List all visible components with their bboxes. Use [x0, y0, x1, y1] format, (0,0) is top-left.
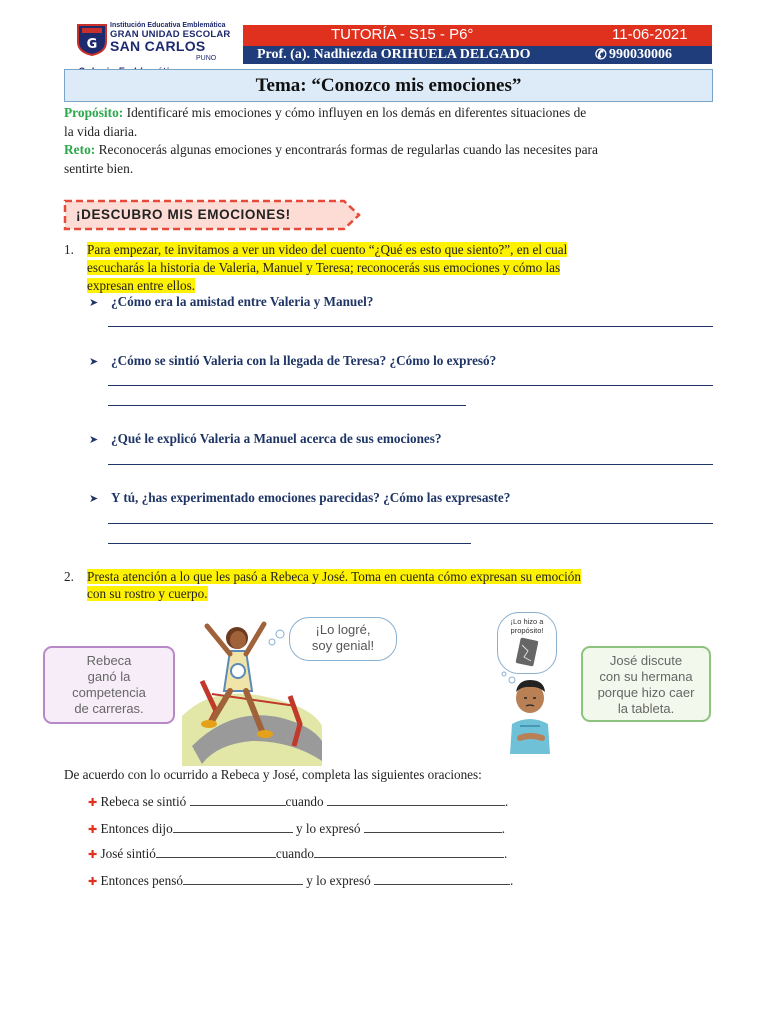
answer-line[interactable]: [108, 405, 466, 406]
item1-paragraph: [87, 241, 713, 295]
section-banner: [62, 198, 362, 232]
sentence-text: Entonces pensó: [100, 873, 183, 888]
blank-field[interactable]: [173, 820, 293, 833]
answer-line[interactable]: [108, 464, 713, 465]
blank-field[interactable]: [156, 845, 276, 858]
broken-tablet-icon: [514, 637, 542, 667]
item1-number: 1.: [64, 242, 74, 257]
sentence-end: .: [504, 794, 509, 809]
item2-number: 2.: [64, 569, 74, 584]
sentence-end: .: [503, 846, 508, 861]
logo-line-1: Institución Educativa Emblemática: [110, 22, 226, 29]
item1-line-1: Para empezar, te invitamos a ver un video del cuento “¿Qué es esto que siento?”, en el cual: [87, 242, 568, 257]
blank-field[interactable]: [364, 820, 502, 833]
answer-line[interactable]: [108, 326, 713, 327]
logo-line-3: SAN CARLOS: [110, 38, 206, 54]
sentence-text: y lo expresó: [302, 873, 371, 888]
challenge-text-2: sentirte bien.: [64, 160, 134, 176]
sentence-text: Entonces dijo: [100, 821, 173, 836]
item1-line-2: escucharás la historia de Valeria, Manuel y Teresa; reconocerás sus emociones y cómo las: [87, 260, 561, 275]
colored-bullet-icon: ✚: [88, 797, 98, 809]
sentence-row: [88, 793, 508, 810]
item2-line-1: Presta atención a lo que les pasó a Rebeca y José. Toma en cuenta cómo expresan su emoción: [87, 569, 581, 584]
question-1: ¿Cómo era la amistad entre Valeria y Manuel?: [111, 294, 374, 309]
colored-bullet-icon: ✚: [88, 824, 98, 836]
sentence-text: cuando: [285, 794, 324, 809]
school-crest-icon: [74, 22, 110, 56]
arrow-bullet-icon: ➤: [89, 297, 99, 309]
purpose-label: Propósito:: [64, 105, 124, 120]
colored-bullet-icon: ✚: [88, 876, 98, 888]
answer-line[interactable]: [108, 543, 471, 544]
instruction-text: De acuerdo con lo ocurrido a Rebeca y José, completa las siguientes oraciones:: [64, 767, 482, 782]
school-logo: [74, 22, 242, 64]
purpose-text-1: Identificaré mis emociones y cómo influyen en los demás en diferentes situaciones de: [123, 105, 587, 120]
arrow-bullet-icon: ➤: [89, 356, 99, 368]
challenge-label: Reto:: [64, 142, 96, 157]
rebeca-caption-box: [43, 646, 175, 724]
blank-field[interactable]: [183, 872, 303, 885]
blank-field[interactable]: [327, 793, 505, 806]
question-4: Y tú, ¿has experimentado emociones parecidas? ¿Cómo las expresaste?: [111, 490, 511, 505]
page-title: Tema: “Conozco mis emociones”: [255, 75, 522, 96]
jose-thought-bubble: [497, 612, 557, 674]
item2-paragraph: [87, 568, 713, 602]
sentence-end: .: [509, 873, 514, 888]
sentence-row: [88, 845, 507, 862]
date-label: 11-06-2021: [612, 26, 688, 43]
sentence-text: Rebeca se sintió: [100, 794, 187, 809]
challenge-text-1: Reconocerás algunas emociones y encontrarás formas de regularlas cuando las necesites para: [95, 142, 598, 157]
sentence-row: [88, 872, 513, 889]
colored-bullet-icon: ✚: [88, 849, 98, 861]
question-2: ¿Cómo se sintió Valeria con la llegada de Teresa? ¿Cómo lo expresó?: [111, 353, 497, 368]
jose-illustration: [490, 668, 570, 754]
blank-field[interactable]: [190, 793, 286, 806]
blank-field[interactable]: [374, 872, 510, 885]
purpose-text-2: la vida diaria.: [64, 123, 138, 139]
sentence-row: [88, 820, 505, 837]
header-blue-bar: [243, 46, 712, 64]
title-box: [64, 69, 713, 102]
question-3: ¿Qué le explicó Valeria a Manuel acerca de sus emociones?: [111, 431, 442, 446]
logo-line-2: GRAN UNIDAD ESCOLAR: [110, 29, 231, 40]
sentence-text: y lo expresó: [292, 821, 361, 836]
arrow-bullet-icon: ➤: [89, 493, 99, 505]
course-label: TUTORÍA - S15 - P6°: [331, 26, 474, 43]
jose-caption-box: [581, 646, 711, 722]
arrow-bullet-icon: ➤: [89, 434, 99, 446]
jose-caption: José discute con su hermana porque hizo caer la tableta.: [597, 653, 695, 716]
answer-line[interactable]: [108, 523, 713, 524]
logo-line-4: PUNO: [196, 55, 217, 62]
svg-text:G: G: [86, 37, 98, 52]
item2-line-2: con su rostro y cuerpo.: [87, 586, 208, 601]
answer-line[interactable]: [108, 385, 713, 386]
header-red-bar: [243, 25, 712, 46]
rebeca-thought-bubble: [289, 617, 397, 661]
jose-thought-1: ¡Lo hizo a: [510, 617, 544, 626]
rebeca-thought-2: soy genial!: [311, 638, 375, 653]
jose-thought-2: propósito!: [510, 626, 544, 635]
purpose-paragraph: [64, 104, 714, 178]
phone-icon: ✆: [595, 48, 607, 63]
item1-line-3: expresan entre ellos.: [87, 278, 196, 293]
sentence-text: José sintió: [100, 846, 156, 861]
blank-field[interactable]: [314, 845, 504, 858]
banner-title: ¡DESCUBRO MIS EMOCIONES!: [76, 207, 291, 222]
phone-label: 990030006: [609, 47, 672, 62]
rebeca-caption: Rebeca ganó la competencia de carreras.: [72, 653, 146, 716]
sentence-text: cuando: [275, 846, 314, 861]
sentence-end: .: [501, 821, 506, 836]
rebeca-thought-1: ¡Lo logré,: [315, 622, 371, 637]
teacher-label: Prof. (a). Nadhiezda ORIHUELA DELGADO: [257, 47, 531, 62]
